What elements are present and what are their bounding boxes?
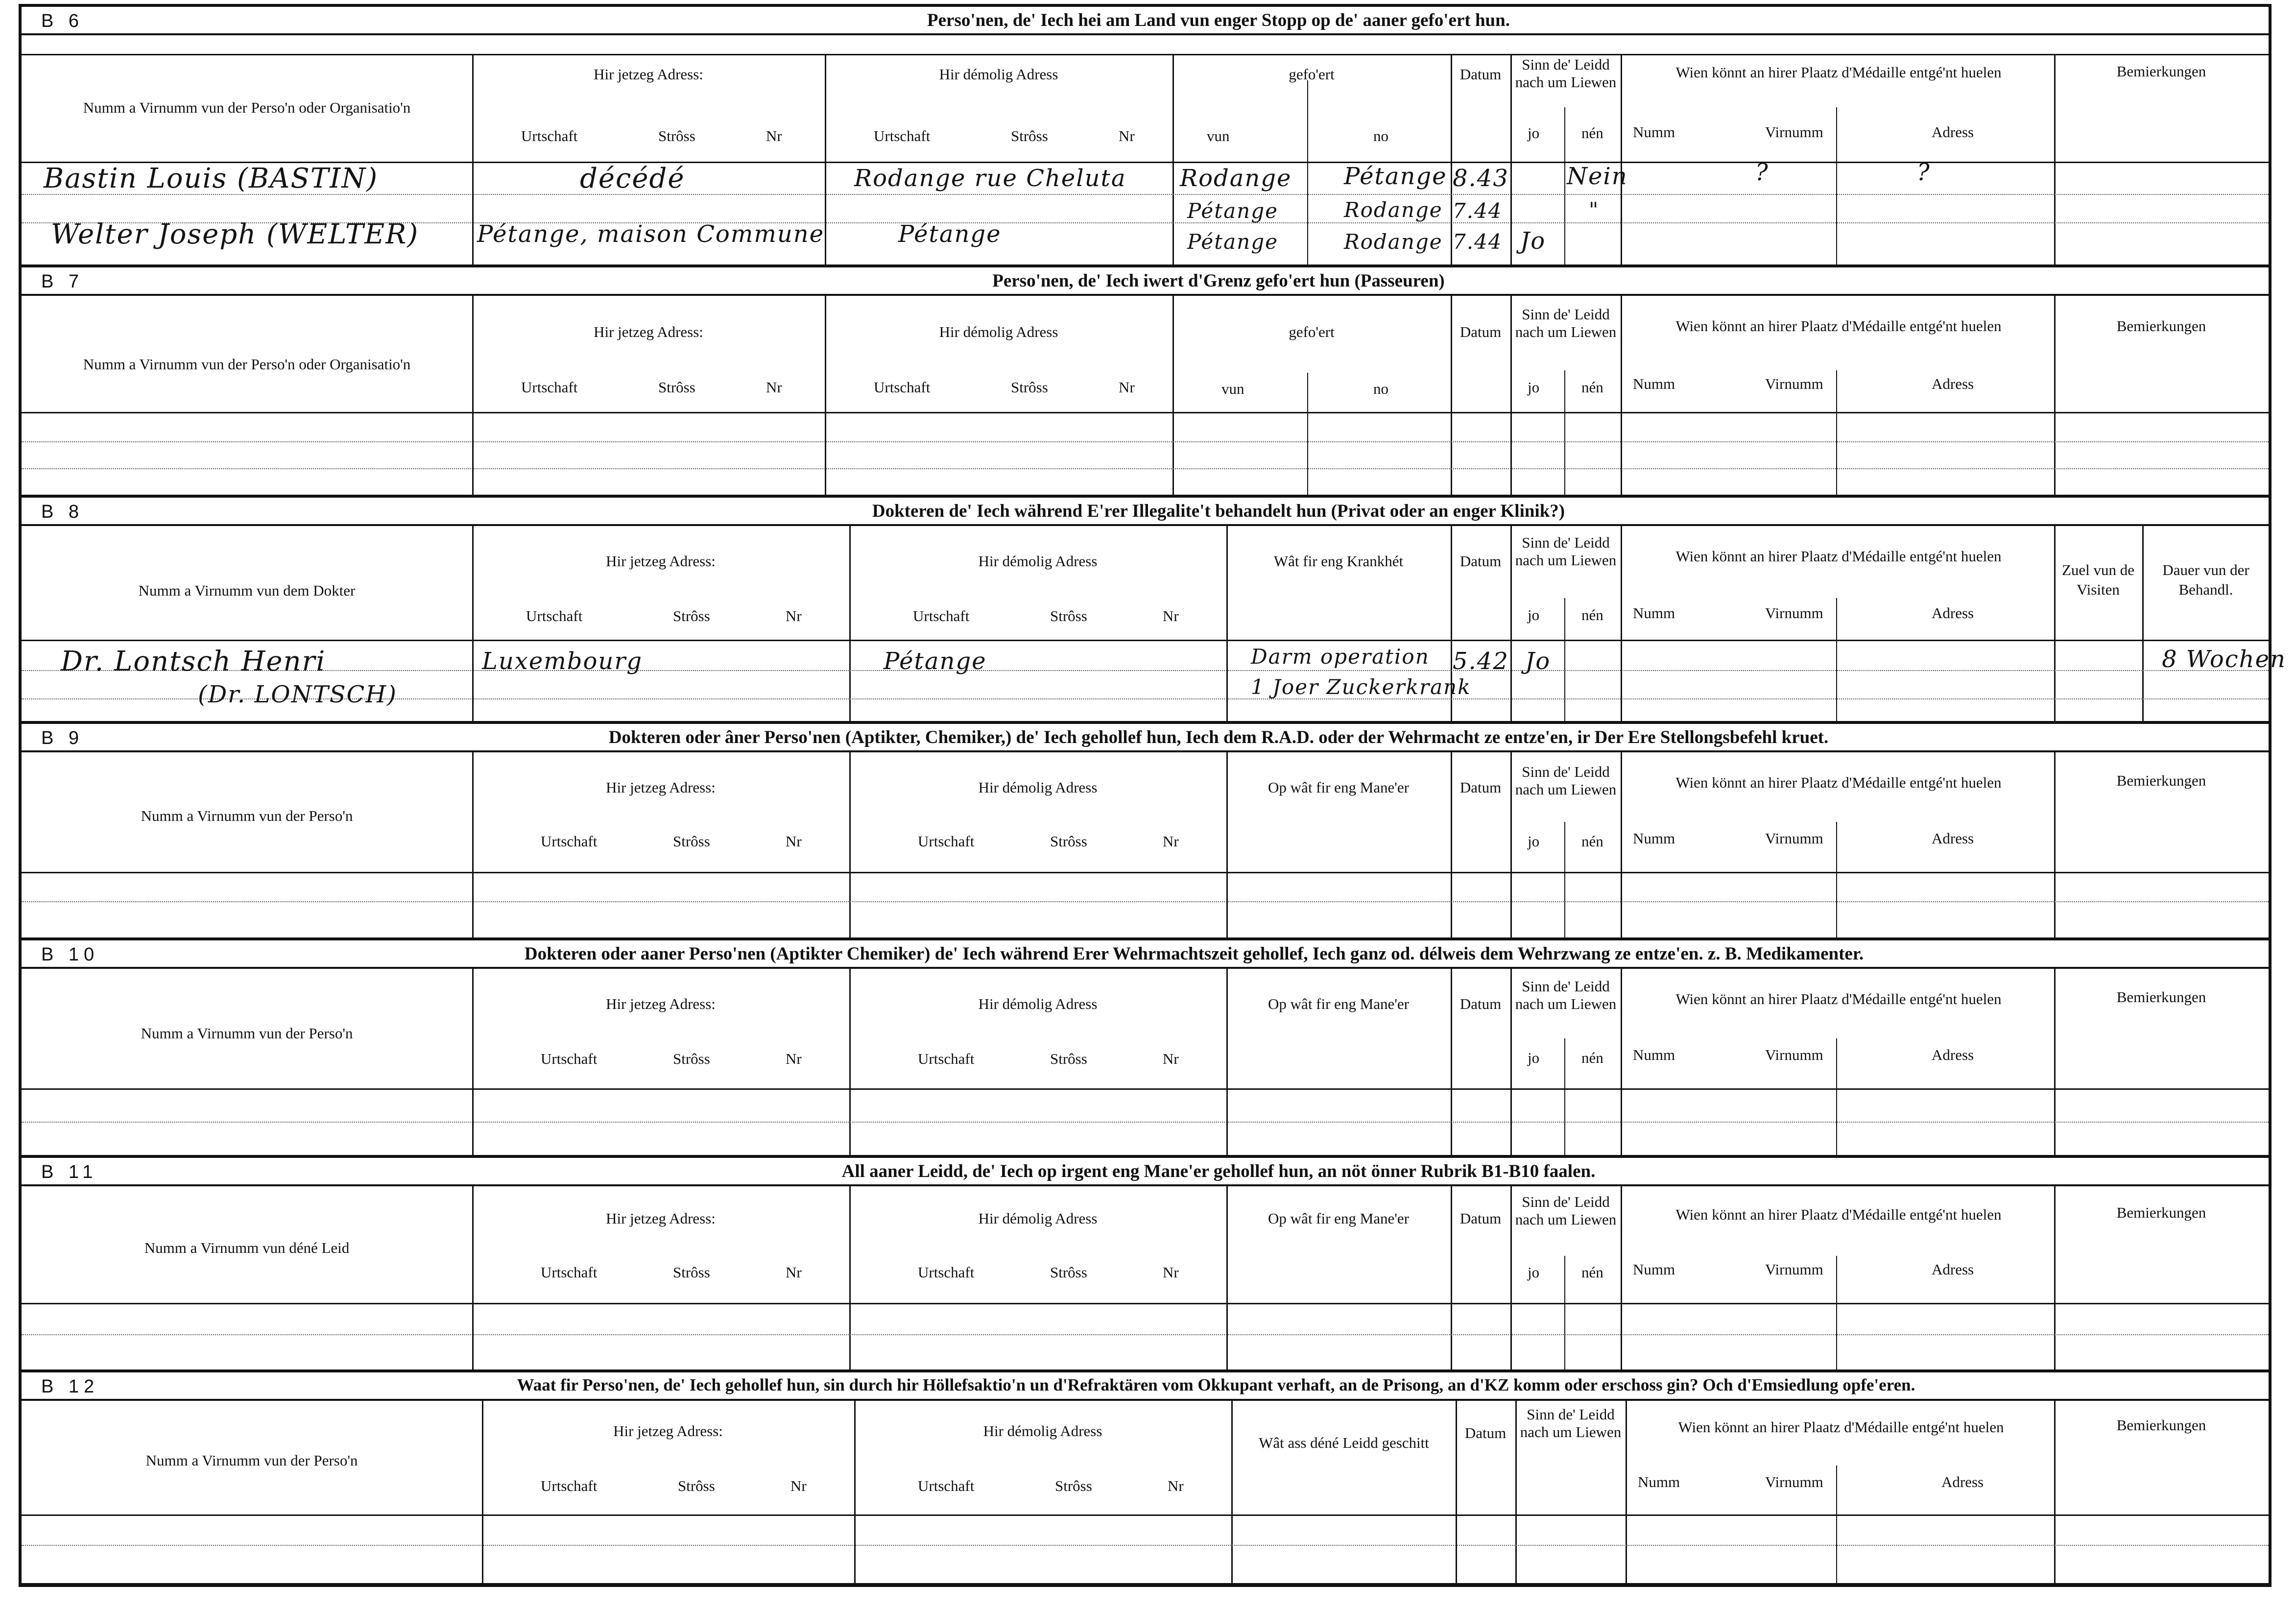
entry-current-address: Luxembourg xyxy=(482,648,643,675)
section-header xyxy=(22,940,2269,969)
sub-nr: Nr xyxy=(1163,607,1179,624)
col-current-address-header: Hir jetzeg Adress: xyxy=(594,66,703,83)
section-header xyxy=(22,267,2269,296)
col-remarks-header: Bemierkungen xyxy=(2116,1204,2206,1221)
entry-doctor-name-caps: (Dr. LONTSCH) xyxy=(198,681,397,708)
col-former-address-header: Hir démolig Adress xyxy=(939,323,1058,340)
sub-street: Strôss xyxy=(1050,1050,1087,1067)
sub-street: Strôss xyxy=(1011,379,1048,396)
col-alive-header: Sinn de' Leidd nach um Liewen xyxy=(1515,1193,1617,1228)
section-header xyxy=(22,498,2269,526)
section-code: B 10 xyxy=(41,944,99,965)
col-current-address-header: Hir jetzeg Adress: xyxy=(606,995,716,1012)
entry-from: Pétange xyxy=(1187,230,1278,254)
col-alive-header: Sinn de' Leidd nach um Liewen xyxy=(1515,306,1617,340)
section-code: B 7 xyxy=(41,271,84,292)
col-former-address-header: Hir démolig Adress xyxy=(978,552,1098,570)
section-header xyxy=(22,1372,2269,1401)
entry-illness: 1 Joer Zuckerkrank xyxy=(1251,675,1471,699)
col-name-header: Numm a Virnumm vun der Perso'n xyxy=(141,807,353,824)
entry-current-address: décédé xyxy=(580,163,685,194)
sub-nr: Nr xyxy=(1163,833,1179,850)
sub-street: Strôss xyxy=(678,1477,715,1494)
entry-ditto-mark: " xyxy=(1589,198,1600,222)
col-alive-header: Sinn de' Leidd nach um Liewen xyxy=(1515,978,1617,1012)
sub-street: Strôss xyxy=(658,127,695,144)
entry-to: Rodange xyxy=(1344,198,1443,222)
section-b6 xyxy=(22,7,2269,267)
col-remarks-header: Bemierkungen xyxy=(2116,317,2206,335)
sub-nr: Nr xyxy=(1163,1050,1179,1067)
sub-town: Urtschaft xyxy=(918,1050,975,1067)
entry-from: Pétange xyxy=(1187,199,1278,223)
sub-street: Strôss xyxy=(1050,1264,1087,1281)
sub-yes: jo xyxy=(1528,379,1540,396)
entry-current-address: Pétange, maison Commune xyxy=(477,220,825,248)
entry-date: 7.44 xyxy=(1453,199,1503,223)
col-date-header: Datum xyxy=(1459,779,1502,796)
entry-alive: Jo xyxy=(1525,648,1551,675)
col-manner-header: Op wât fir eng Mane'er xyxy=(1268,1210,1409,1227)
col-date-header: Datum xyxy=(1459,66,1502,83)
col-former-address-header: Hir démolig Adress xyxy=(978,1210,1098,1227)
col-former-address-header: Hir démolig Adress xyxy=(978,995,1098,1012)
section-b11 xyxy=(22,1158,2269,1372)
col-current-address-header: Hir jetzeg Adress: xyxy=(613,1422,723,1440)
section-title: Waat fir Perso'nen, de' Iech gehollef hun, sin durch hir Höllefsaktio'n un d'Refraktären vom Okkupant verhaft, an de Prisong, an d'KZ komm oder erschoss gin? Och d'Emsiedlung opfe'eren. xyxy=(517,1375,1915,1394)
col-date-header: Datum xyxy=(1459,323,1502,340)
col-alive-header: Sinn de' Leidd nach um Liewen xyxy=(1515,56,1617,91)
section-b10 xyxy=(22,940,2269,1158)
sub-nr: Nr xyxy=(786,1264,802,1281)
sub-address: Adress xyxy=(1932,123,1974,141)
sub-surname: Numm xyxy=(1633,1046,1675,1063)
col-alive-header: Sinn de' Leidd nach um Liewen xyxy=(1515,534,1617,569)
sub-nr: Nr xyxy=(766,127,782,144)
sub-firstname: Virnumm xyxy=(1765,375,1823,392)
col-former-address-header: Hir démolig Adress xyxy=(983,1422,1102,1440)
col-medal-header: Wien könnt an hirer Plaatz d'Médaille entgé'nt huelen xyxy=(1678,1418,2004,1436)
section-title: Dokteren oder aaner Perso'nen (Aptikter Chemiker) de' Iech während Erer Wehrmachtszeit gehollef, Iech ganz od. délweis dem Wehrzwang ze entze'en. z. B. Medikamenter. xyxy=(524,944,1864,964)
entry-former-address: Pétange xyxy=(884,648,987,675)
col-visits-header: Zuel vun de Visiten xyxy=(2061,561,2135,598)
sub-nr: Nr xyxy=(1119,379,1135,396)
sub-address: Adress xyxy=(1932,604,1974,622)
col-remarks-header: Bemierkungen xyxy=(2116,1417,2206,1434)
sub-surname: Numm xyxy=(1633,375,1675,392)
sub-town: Urtschaft xyxy=(874,379,931,396)
sub-firstname: Virnumm xyxy=(1765,1473,1823,1490)
sub-surname: Numm xyxy=(1633,123,1675,141)
col-former-address-header: Hir démolig Adress xyxy=(978,779,1098,796)
entry-former-address: Rodange rue Cheluta xyxy=(854,165,1126,192)
sub-nr: Nr xyxy=(786,1050,802,1067)
sub-town: Urtschaft xyxy=(918,833,975,850)
col-name-header: Numm a Virnumm vun der Perso'n xyxy=(141,1025,353,1042)
entry-to: Pétange xyxy=(1344,163,1447,190)
section-b7 xyxy=(22,267,2269,498)
sub-surname: Numm xyxy=(1633,604,1675,622)
col-alive-header: Sinn de' Leidd nach um Liewen xyxy=(1515,763,1617,798)
entry-name: Welter Joseph (WELTER) xyxy=(51,218,419,250)
entry-to: Rodange xyxy=(1344,230,1443,254)
sub-nr: Nr xyxy=(1163,1264,1179,1281)
sub-no: nén xyxy=(1581,1049,1603,1066)
section-title: Perso'nen, de' Iech hei am Land vun enger Stopp op de' aaner gefo'ert hun. xyxy=(927,10,1510,30)
sub-street: Strôss xyxy=(673,1050,710,1067)
sub-street: Strôss xyxy=(673,607,710,624)
col-medal-header: Wien könnt an hirer Plaatz d'Médaille entgé'nt huelen xyxy=(1675,774,2002,791)
col-current-address-header: Hir jetzeg Adress: xyxy=(606,552,716,570)
col-medal-header: Wien könnt an hirer Plaatz d'Médaille entgé'nt huelen xyxy=(1675,1206,2002,1223)
sub-street: Strôss xyxy=(1050,607,1087,624)
section-code: B 9 xyxy=(41,728,84,748)
section-code: B 11 xyxy=(41,1162,98,1182)
sub-street: Strôss xyxy=(1050,833,1087,850)
col-remarks-header: Bemierkungen xyxy=(2116,63,2206,80)
col-remarks-header: Bemierkungen xyxy=(2116,772,2206,789)
entry-medal-address: ? xyxy=(1917,159,1931,186)
sub-no: nén xyxy=(1581,1264,1603,1281)
entry-alive: Jo xyxy=(1520,227,1546,255)
col-illness-header: Wât fir eng Krankhét xyxy=(1273,552,1404,570)
sub-nr: Nr xyxy=(786,607,802,624)
section-code: B 8 xyxy=(41,502,84,522)
sub-town: Urtschaft xyxy=(541,833,598,850)
entry-from: Rodange xyxy=(1180,165,1292,192)
sub-address: Adress xyxy=(1932,375,1974,392)
col-remarks-header: Bemierkungen xyxy=(2116,988,2206,1006)
sub-no: nén xyxy=(1581,124,1603,142)
sub-to: no xyxy=(1373,127,1388,144)
entry-alive: Nein xyxy=(1567,163,1628,190)
entry-duration: 8 Wochen xyxy=(2162,646,2286,673)
sub-address: Adress xyxy=(1941,1473,1984,1490)
sub-surname: Numm xyxy=(1633,830,1675,847)
sub-nr: Nr xyxy=(786,833,802,850)
sub-firstname: Virnumm xyxy=(1765,1261,1823,1278)
sub-street: Strôss xyxy=(673,1264,710,1281)
sub-town: Urtschaft xyxy=(913,607,970,624)
col-medal-header: Wien könnt an hirer Plaatz d'Médaille entgé'nt huelen xyxy=(1675,990,2002,1008)
col-duration-header: Dauer vun der Behandl. xyxy=(2162,561,2249,598)
entry-name: Bastin Louis (BASTIN) xyxy=(44,163,379,194)
sub-town: Urtschaft xyxy=(521,379,578,396)
sub-to: no xyxy=(1373,380,1388,397)
sub-firstname: Virnumm xyxy=(1765,604,1823,622)
col-driven-header: gefo'ert xyxy=(1289,323,1335,340)
col-name-header: Numm a Virnumm vun dem Dokter xyxy=(138,582,356,599)
section-header xyxy=(22,7,2269,35)
col-date-header: Datum xyxy=(1459,995,1502,1012)
section-header xyxy=(22,1158,2269,1186)
col-date-header: Datum xyxy=(1459,1210,1502,1227)
section-title: Dokteren oder âner Perso'nen (Aptikter, Chemiker,) de' Iech gehollef hun, Iech dem R.A.D. oder der Wehrmacht ze entze'en, ir Der Ere Stellongsbefehl kruet. xyxy=(608,727,1829,747)
entry-doctor-name: Dr. Lontsch Henri xyxy=(61,646,326,677)
entry-date: 8.43 xyxy=(1453,165,1509,192)
entry-date: 7.44 xyxy=(1453,230,1503,254)
section-code: B 12 xyxy=(41,1376,99,1397)
sub-yes: jo xyxy=(1528,124,1540,142)
sub-yes: jo xyxy=(1528,1264,1540,1281)
sub-town: Urtschaft xyxy=(541,1264,598,1281)
sub-nr: Nr xyxy=(790,1477,807,1494)
sub-from: vun xyxy=(1221,380,1244,397)
col-medal-header: Wien könnt an hirer Plaatz d'Médaille entgé'nt huelen xyxy=(1675,317,2002,335)
col-manner-header: Op wât fir eng Mane'er xyxy=(1268,779,1409,796)
col-happened-header: Wât ass déné Leidd geschitt xyxy=(1259,1434,1429,1451)
sub-street: Strôss xyxy=(1055,1477,1092,1494)
col-name-header: Numm a Virnumm vun der Perso'n xyxy=(145,1452,358,1469)
sub-address: Adress xyxy=(1932,830,1974,847)
sub-surname: Numm xyxy=(1633,1261,1675,1278)
sub-address: Adress xyxy=(1932,1046,1974,1063)
col-driven-header: gefo'ert xyxy=(1289,66,1335,83)
col-date-header: Datum xyxy=(1464,1424,1507,1441)
sub-address: Adress xyxy=(1932,1261,1974,1278)
section-code: B 6 xyxy=(41,11,84,31)
entry-medal-firstname: ? xyxy=(1755,159,1769,186)
col-current-address-header: Hir jetzeg Adress: xyxy=(606,779,716,796)
sub-firstname: Virnumm xyxy=(1765,830,1823,847)
entry-former-address: Pétange xyxy=(898,220,1002,248)
section-title: Dokteren de' Iech während E'rer Illegalite't behandelt hun (Privat oder an enger Klinik?) xyxy=(872,501,1565,521)
sub-no: nén xyxy=(1581,379,1603,396)
section-b8 xyxy=(22,498,2286,724)
sub-town: Urtschaft xyxy=(874,127,931,144)
sub-nr: Nr xyxy=(766,379,782,396)
sub-street: Strôss xyxy=(673,833,710,850)
sub-firstname: Virnumm xyxy=(1765,1046,1823,1063)
col-current-address-header: Hir jetzeg Adress: xyxy=(606,1210,716,1227)
sub-nr: Nr xyxy=(1119,127,1135,144)
sub-nr: Nr xyxy=(1168,1477,1184,1494)
section-b9 xyxy=(22,724,2269,940)
sub-town: Urtschaft xyxy=(918,1264,975,1281)
sub-surname: Numm xyxy=(1638,1473,1680,1490)
sub-no: nén xyxy=(1581,606,1603,624)
sub-town: Urtschaft xyxy=(541,1050,598,1067)
section-title: All aaner Leidd, de' Iech op irgent eng Mane'er gehollef hun, an nöt önner Rubrik B1-B10 faalen. xyxy=(841,1161,1596,1181)
form-sheet xyxy=(19,4,2286,1587)
col-medal-header: Wien könnt an hirer Plaatz d'Médaille entgé'nt huelen xyxy=(1675,64,2002,81)
section-header xyxy=(22,724,2269,752)
sub-yes: jo xyxy=(1528,606,1540,624)
sub-street: Strôss xyxy=(658,379,695,396)
sub-yes: jo xyxy=(1528,1049,1540,1066)
entry-date: 5.42 xyxy=(1453,648,1509,675)
sub-town: Urtschaft xyxy=(918,1477,975,1494)
sub-town: Urtschaft xyxy=(541,1477,598,1494)
col-manner-header: Op wât fir eng Mane'er xyxy=(1268,995,1409,1012)
col-medal-header: Wien könnt an hirer Plaatz d'Médaille entgé'nt huelen xyxy=(1675,548,2002,565)
section-title: Perso'nen, de' Iech iwert d'Grenz gefo'ert hun (Passeuren) xyxy=(992,271,1445,291)
entry-illness: Darm operation xyxy=(1251,645,1430,669)
sub-from: vun xyxy=(1207,127,1230,144)
col-name-header: Numm a Virnumm vun déné Leid xyxy=(144,1239,350,1256)
col-name-header: Numm a Virnumm vun der Perso'n oder Organisatio'n xyxy=(83,356,411,373)
sub-no: nén xyxy=(1581,833,1603,850)
col-alive-header: Sinn de' Leidd nach um Liewen xyxy=(1520,1406,1622,1441)
sub-town: Urtschaft xyxy=(526,607,583,624)
section-b12 xyxy=(22,1372,2269,1584)
col-current-address-header: Hir jetzeg Adress: xyxy=(594,323,703,340)
col-former-address-header: Hir démolig Adress xyxy=(939,66,1058,83)
col-name-header: Numm a Virnumm vun der Perso'n oder Organisatio'n xyxy=(83,99,411,116)
col-date-header: Datum xyxy=(1459,552,1502,570)
sub-street: Strôss xyxy=(1011,127,1048,144)
sub-yes: jo xyxy=(1528,833,1540,850)
sub-firstname: Virnumm xyxy=(1765,123,1823,141)
sub-town: Urtschaft xyxy=(521,127,578,144)
